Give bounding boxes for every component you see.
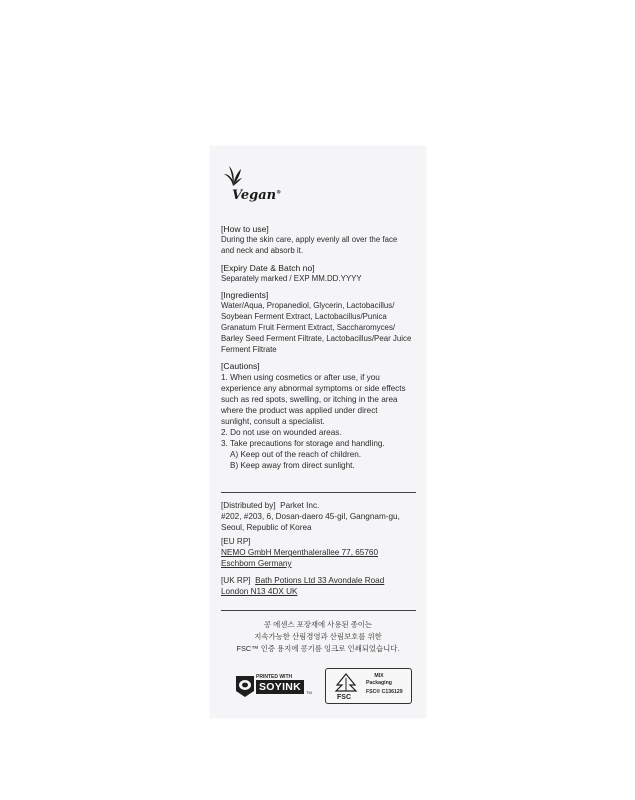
ingredients-heading: [Ingredients] [221,290,269,301]
label-text-block [221,224,423,471]
soybean-icon [234,674,256,698]
expiry-text: Separately marked / EXP MM.DD.YYYY [221,273,362,283]
fsc-tree-icon [329,672,363,700]
distributor-line: [Distributed by] Parket Inc. [221,501,320,510]
divider [221,610,416,611]
eu-rp-label: [EU RP] [221,537,251,547]
soyink-logo: PRINTED WITH SOYINK TM [234,670,312,700]
product-label-panel [210,146,426,718]
how-to-use-heading: [How to use] [221,224,269,234]
divider [221,492,416,493]
leaf-icon [222,164,244,188]
vegan-wordmark: Vegan® [232,188,282,203]
fsc-certification-logo: FSC MIX Packaging FSC® C136129 [325,668,412,704]
svg-text:FSC: FSC [337,694,351,700]
ingredients-text: Water/Aqua, Propanediol, Glycerin, Lactobacillus/ Soybean Ferment Extract, Lactobacillus/Punica Granatum Fruit Ferment Extract, Saccharomyces/ Barley Seed Ferment Filtrate, Lactobacillus/Pear Juice Ferment Filtrate [221,301,412,354]
cautions-text: 1. When using cosmetics or after use, if you experience any abnormal symptoms or side effects such as red spots, swelling, or itching in the area where the product was applied under direct sunlight, consult a specialist. 2. Do not use on wounded areas. 3. Take precautions for storage and handling. A) Keep out of the reach of children. B) Keep away from direct sunlight. [221,373,406,471]
uk-rp-line: [UK RP] Bath Potions Ltd 33 Avondale Road [221,575,385,585]
expiry-heading: [Expiry Date & Batch no] [221,262,315,273]
korean-paper-note: 콩 에센스 포장재에 사용된 종이는 지속가능한 산림경영과 산림보호를 위한 FSC™ 인증 용지에 콩기름 잉크로 인쇄되었습니다. [236,620,400,653]
distributor-block: [Distributed by] Parket Inc. #202, #203, 6, Dosan-daero 45-gil, Gangnam-gu, Seoul, Republic of Korea [EU RP] NEMO GmbH Mergenthalerallee 77, 65760 Eschborn Germany [UK RP] Bath Potions Ltd 33 Avondale Road London N13 4DX UK [221,501,423,597]
how-to-use-text: During the skin care, apply evenly all over the face and neck and absorb it. [221,235,398,255]
cautions-heading: [Cautions] [221,361,260,372]
